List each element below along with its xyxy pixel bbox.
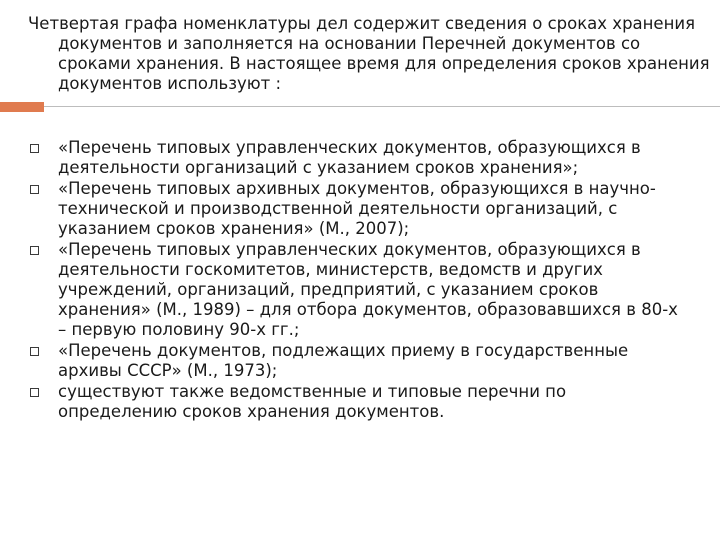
list-item-text: существуют также ведомственные и типовые перечни по определению сроков хранения документов. bbox=[58, 382, 567, 421]
list-item-text: «Перечень типовых управленческих документов, образующихся в деятельности организаций с указанием сроков хранения»; bbox=[58, 138, 641, 177]
divider-accent bbox=[0, 102, 44, 112]
intro-paragraph: Четвертая графа номенклатуры дел содержит сведения о сроках хранения документов и заполняется на основании Перечней документов со сроками хранения. В настоящее время для определения сроков хранения документов используют : bbox=[28, 14, 710, 93]
list-item bbox=[30, 179, 690, 239]
list-item bbox=[30, 138, 690, 178]
list-item-text: «Перечень документов, подлежащих приему в государственные архивы СССР» (М., 1973); bbox=[58, 341, 629, 380]
square-bullet-icon bbox=[30, 144, 39, 153]
square-bullet-icon bbox=[30, 246, 39, 255]
list-item bbox=[30, 240, 690, 340]
square-bullet-icon bbox=[30, 347, 39, 356]
list-item-text: «Перечень типовых архивных документов, образующихся в научно-технической и производственной деятельности организаций, с указанием сроков хранения» (М., 2007); bbox=[58, 179, 656, 238]
list-item bbox=[30, 382, 690, 422]
square-bullet-icon bbox=[30, 185, 39, 194]
divider-line bbox=[44, 106, 720, 107]
list-item-text: «Перечень типовых управленческих документов, образующихся в деятельности госкомитетов, министерств, ведомств и других учреждений, организаций, предприятий, с указанием сроков хранения» (М., 1989) – для отбора документов, образовавшихся в 80-х – первую половину 90-х гг.; bbox=[58, 240, 678, 339]
list-item bbox=[30, 341, 690, 381]
bullet-list bbox=[30, 138, 690, 423]
square-bullet-icon bbox=[30, 388, 39, 397]
divider bbox=[0, 102, 720, 112]
